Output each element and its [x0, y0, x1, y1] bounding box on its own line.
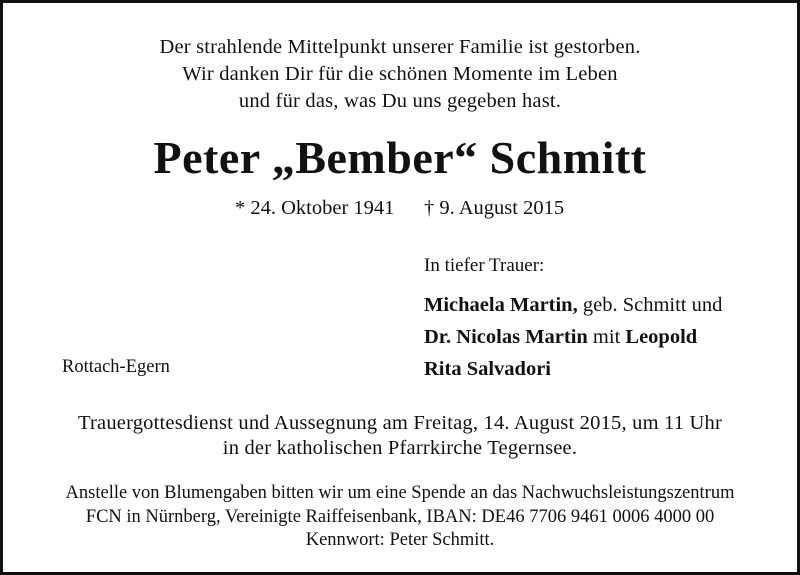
family-line-3	[424, 353, 722, 385]
service-line-1: Trauergottesdienst und Aussegnung am Freitag, 14. August 2015, um 11 Uhr	[78, 412, 722, 434]
family-name-nicolas: Dr. Nicolas Martin	[424, 326, 588, 348]
intro-line-1: Der strahlende Mittelpunkt unserer Familie ist gestorben.	[159, 36, 641, 58]
family-name-leopold: Leopold	[625, 326, 698, 348]
death-date: † 9. August 2015	[424, 197, 565, 219]
place-name: Rottach-Egern	[62, 357, 170, 377]
family-line-2	[424, 321, 722, 353]
family-list	[424, 289, 722, 385]
intro-line-2: Wir danken Dir für die schönen Momente im Leben	[182, 63, 618, 85]
family-line-1	[424, 289, 722, 321]
intro-text	[3, 34, 797, 115]
family-line-1-rest: geb. Schmitt und	[577, 294, 723, 316]
deceased-name: Peter „Bember“ Schmitt	[153, 132, 647, 183]
service-text	[3, 411, 797, 461]
service-line-2: in der katholischen Pfarrkirche Tegernsee.	[222, 437, 578, 459]
family-line-2-mid: mit	[587, 326, 626, 348]
intro-line-3: und für das, was Du uns gegeben hast.	[238, 90, 562, 112]
family-name-michaela: Michaela Martin,	[424, 294, 578, 316]
donation-line-3: Kennwort: Peter Schmitt.	[305, 530, 495, 550]
birth-date: * 24. Oktober 1941	[235, 197, 395, 219]
family-name-rita: Rita Salvadori	[424, 358, 551, 380]
donation-line-1: Anstelle von Blumengaben bitten wir um eine Spende an das Nachwuchsleistungszentrum	[65, 483, 735, 503]
donation-line-2: FCN in Nürnberg, Vereinigte Raiffeisenbank, IBAN: DE46 7706 9461 0006 4000 00	[85, 506, 715, 527]
mourning-heading: In tiefer Trauer:	[424, 255, 545, 276]
donation-text	[3, 482, 797, 553]
